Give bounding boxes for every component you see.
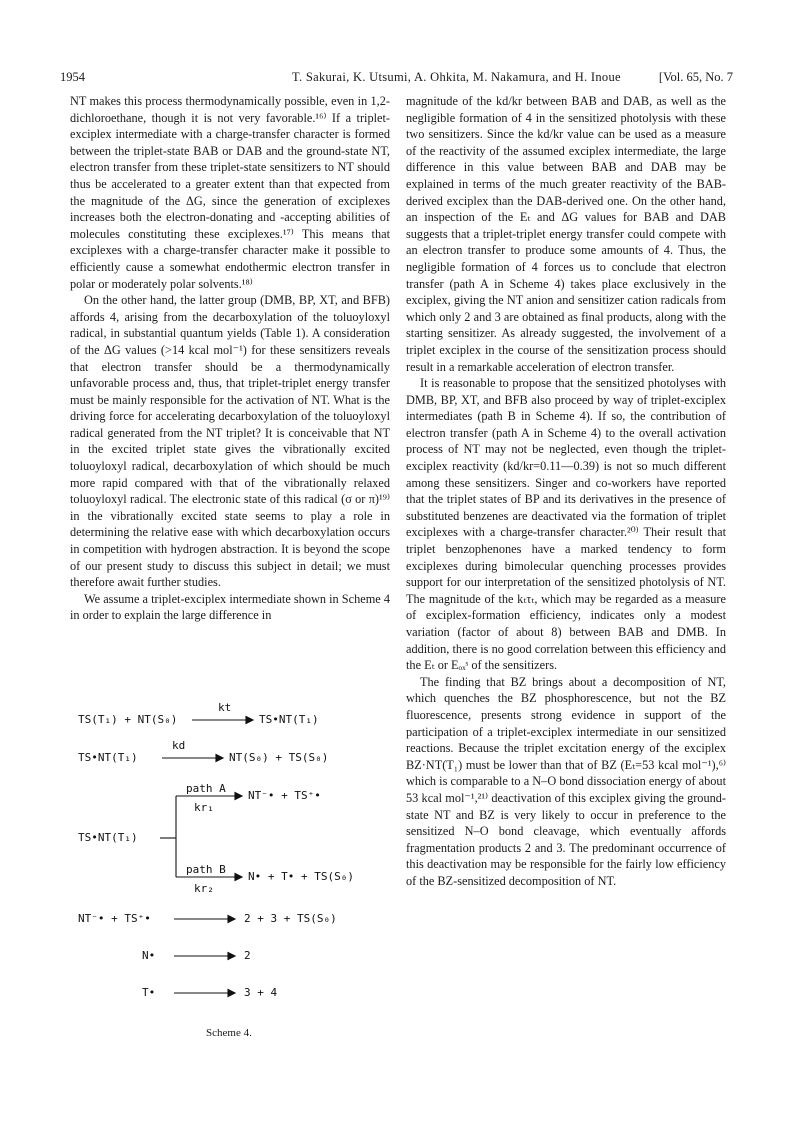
paragraph: We assume a triplet-exciplex intermediate shown in Scheme 4 in order to explain the large difference in xyxy=(70,591,390,623)
paragraph: It is reasonable to propose that the sensitized photolyses with DMB, BP, XT, and BFB also proceed by way of triplet-exciplex intermediates (path B in Scheme 4). If so, the contribution of electron transfer (path A in Scheme 4) to the overall activation process of NT may not be neglected, even though the triplet-exciplex reactivity (kd/kr=0.11—0.39) is not so much different among these sensitizers. Singer and co-workers have reported that the triplet states of BP and its derivatives in the presence of substituted benzenes are deactivated via the formation of triplet exciplexes with a charge-transfer character.²⁰⁾ Their result that triplet benzophenones have a marked tendency to form exciplexes during bimolecular quenching processes provides support for our interpretation of the sensitized photolysis of NT. The magnitude of the kₜτₜ, which may be regarded as a measure of exciplex-formation efficiency, indicates only a modest variation (factor of about 8) between BAB and DMB. In addition, there is no good correlation between this efficiency and the Eₜ or Eₒₓˢ of the sensitizers. xyxy=(406,376,726,673)
scheme-eq2-rate: kd xyxy=(172,739,186,752)
scheme-eq2-products: NT(S₀) + TS(S₀) xyxy=(229,751,329,764)
scheme-path-a-label: path A xyxy=(186,782,226,795)
scheme-eq3-products: 2 + 3 + TS(S₀) xyxy=(244,912,337,925)
scheme-path-b-products: N• + T• + TS(S₀) xyxy=(248,870,354,883)
scheme-eq1-product: TS•NT(T₁) xyxy=(259,713,319,726)
left-column xyxy=(70,93,390,624)
scheme-path-b-rate: kr₂ xyxy=(194,882,214,895)
scheme-eq2-reactant: TS•NT(T₁) xyxy=(78,751,138,764)
scheme-arrows xyxy=(78,683,398,1023)
paragraph: magnitude of the kd/kr between BAB and DAB, as well as the negligible formation of 4 in the sensitized photolysis with these two sensitizers. Since the kd/kr value can be used as a measure of the reactivity of the assumed exciplex intermediate, the large difference in this value between BAB and DAB may be explained in terms of the much greater reactivity of the BAB-derived exciplex than the DAB-derived one. On the other hand, an inspection of the Eₜ and ΔG values for BAB and DAB suggests that a triplet-triplet energy transfer could compete with an electron transfer to produce some amounts of 4. Thus, the negligible formation of 4 forces us to conclude that electron transfer (path A in Scheme 4) takes place exclusively in the exciplex, giving the NT anion and sensitizer cation radicals from which only 2 and 3 are obtained as final products, along with the starting sensitizer. As already suggested, the involvement of a triplet exciplex in the course of the sensitization process should result in a remarkable acceleration of electron transfer. xyxy=(406,94,726,374)
scheme-path-a-rate: kr₁ xyxy=(194,801,214,814)
paragraph: The finding that BZ brings about a decomposition of NT, which quenches the BZ phosphorescence, but not the BZ fluorescence, presents strong evidence in support of the participation of a triplet-exciplex intermediate in our sensitized reactions. Because the triplet excitation energy of the exciplex BZ·NT(T₁) must be lower than that of BZ (Eₜ=53 kcal mol⁻¹),⁶⁾ which is comparable to a N–O bond dissociation energy of about 53 kcal mol⁻¹,²¹⁾ deactivation of this exciplex giving the ground-state NT and BZ is very likely to occur in preference to the sensitized N–O bond cleavage, which eventually affords fragmentation products 2 and 3. The predominant occurrence of this deactivation may be responsible for the fairly low efficiency of the BZ-sensitized decomposition of NT. xyxy=(406,674,726,888)
running-authors: T. Sakurai, K. Utsumi, A. Ohkita, M. Nakamura, and H. Inoue xyxy=(292,70,621,84)
scheme-branch-reactant: TS•NT(T₁) xyxy=(78,831,138,844)
scheme-path-a-products: NT⁻• + TS⁺• xyxy=(248,789,321,802)
scheme-eq5-reactant: T• xyxy=(142,986,156,999)
scheme-eq4-product: 2 xyxy=(244,949,251,962)
page-number: 1954 xyxy=(60,70,85,84)
scheme-eq4-reactant: N• xyxy=(142,949,156,962)
reaction-scheme xyxy=(78,683,398,1023)
scheme-caption: Scheme 4. xyxy=(206,1027,252,1039)
journal-volume: [Vol. 65, No. 7 xyxy=(658,70,733,84)
paragraph: On the other hand, the latter group (DMB, BP, XT, and BFB) affords 4, arising from the decarboxylation of the toluoyloxyl radical, in substantial quantum yields (Table 1). A consideration of the ΔG values (>14 kcal mol⁻¹) for these sensitizers reveals that electron transfer should be a thermodynamically unfavorable process and, thus, that triplet-triplet energy transfer must be mainly responsible for the activation of NT. What is the driving force for accelerating decarboxylation of the toluoyloxyl radical generated from the NT triplet? It is conceivable that NT in the excited triplet state gives the vibrationally excited toluoyloxyl radical, decarboxylation of which should be much more rapid compared with that of the vibrationally relaxed toluoyloxyl radical. The electronic state of this radical (σ or π)¹⁹⁾ in the vibrationally excited state seems to play a role in determining the relative ease with which decarboxylation occurs in competition with hydrogen abstraction. It is beyond the scope of our present study to discuss this subject in detail; we must therefore await further studies. xyxy=(70,293,390,590)
right-column xyxy=(406,93,726,890)
scheme-eq1-reactants: TS(T₁) + NT(S₀) xyxy=(78,713,178,726)
page-header xyxy=(60,70,733,88)
scheme-path-b-label: path B xyxy=(186,863,226,876)
paragraph: NT makes this process thermodynamically possible, even in 1,2-dichloroethane, though it is not very favorable.¹⁶⁾ If a triplet-exciplex intermediate with a charge-transfer character is formed between the triplet-state BAB or DAB and the ground-state NT, electron transfer from these triplet-state sensitizers to NT should thus be accelerated to a greater extent than that expected from the magnitude of the ΔG, since the generation of exciplexes increases both the electron-donating and -accepting abilities of molecules constituting these exciplexes.¹⁷⁾ This means that exciplexes with a charge-transfer character make it possible to efficiently cause a somewhat endothermic electron transfer in polar or moderately polar solvents.¹⁸⁾ xyxy=(70,94,390,291)
scheme-eq3-reactants: NT⁻• + TS⁺• xyxy=(78,912,151,925)
scheme-eq1-rate: kt xyxy=(218,701,232,714)
scheme-eq5-products: 3 + 4 xyxy=(244,986,278,999)
